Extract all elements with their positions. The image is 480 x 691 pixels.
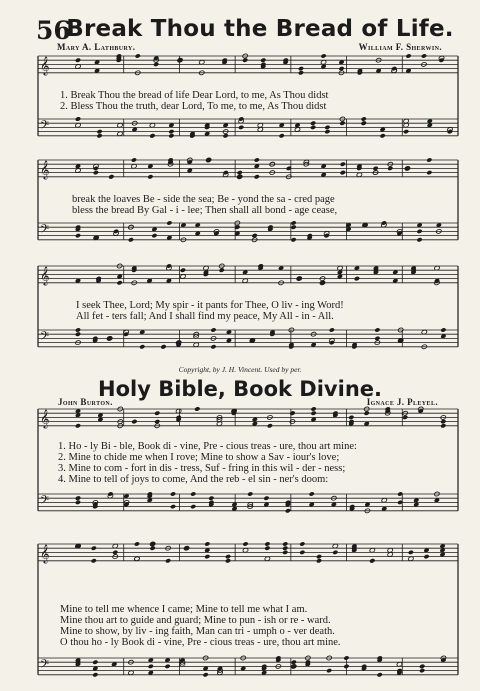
hymn1-line3-verse2: All fet - ters fall; And I shall find my peace, My All - in - All. [76,311,334,322]
hymn2-line1-verse3: 3. Mine to com - fort in dis - tress, Suf - fring in this wil - der - ness; [58,463,346,474]
hymn2-line1-verse2: 2. Mine to chide me when I rove; Mine to show a Sav - iour's love; [58,452,340,463]
hymn2-line2-verse3: Mine to show, by liv - ing faith, Man can tri - umph o - ver death. [60,626,335,637]
hymn1-copyright: Copyright, by J. H. Vincent. Used by per. [178,365,302,374]
page-number: 56 [36,16,71,45]
hymn2-title: Holy Bible, Book Divine. [98,377,382,401]
svg-text:𝄞: 𝄞 [40,162,50,179]
svg-text:𝄞: 𝄞 [40,546,50,563]
hymn2-line1-verse4: 4. Mine to tell of joys to come, And the reb - el sin - ner's doom: [58,474,329,485]
hymn2-line1-verse1: 1. Ho - ly Bi - ble, Book di - vine, Pre - cious treas - ure, thou art mine: [58,441,357,452]
hymn1-title: Break Thou the Bread of Life. [66,16,454,42]
svg-text:𝄢: 𝄢 [40,120,50,135]
svg-text:𝄢: 𝄢 [40,659,50,674]
hymn2-composer: Ignace J. Pleyel. [366,397,438,407]
svg-text:𝄢: 𝄢 [40,331,50,346]
hymn2-author: John Burton. [58,397,113,407]
hymn1-composer: William F. Sherwin. [358,42,442,52]
svg-text:𝄞: 𝄞 [40,411,50,428]
hymn1-line1-verse1: 1. Break Thou the bread of life Dear Lord, to me, As Thou didst [60,90,329,101]
hymn1-author: Mary A. Lathbury. [57,42,136,52]
svg-text:𝄢: 𝄢 [40,495,50,510]
hymn1-line2-verse1: break the loaves Be - side the sea; Be - yond the sa - cred page [72,194,335,205]
hymn1-line1-verse2: 2. Bless Thou the truth, dear Lord, To me, to me, As Thou didst [60,101,327,112]
hymn2-line2-verse2: Mine thou art to guide and guard; Mine to pun - ish or re - ward. [60,615,331,626]
hymn2-line2-verse1: Mine to tell me whence I came; Mine to tell me what I am. [60,604,308,615]
svg-text:𝄞: 𝄞 [40,268,50,285]
hymn1-line3-verse1: I seek Thee, Lord; My spir - it pants for Thee, O liv - ing Word! [76,300,344,311]
svg-text:𝄢: 𝄢 [40,224,50,239]
hymn1-line2-verse2: bless the bread By Gal - i - lee; Then shall all bond - age cease, [72,205,338,216]
svg-text:𝄞: 𝄞 [40,58,50,75]
hymn2-line2-verse4: O thou ho - ly Book di - vine, Pre - cious treas - ure, thou art mine. [60,637,341,648]
